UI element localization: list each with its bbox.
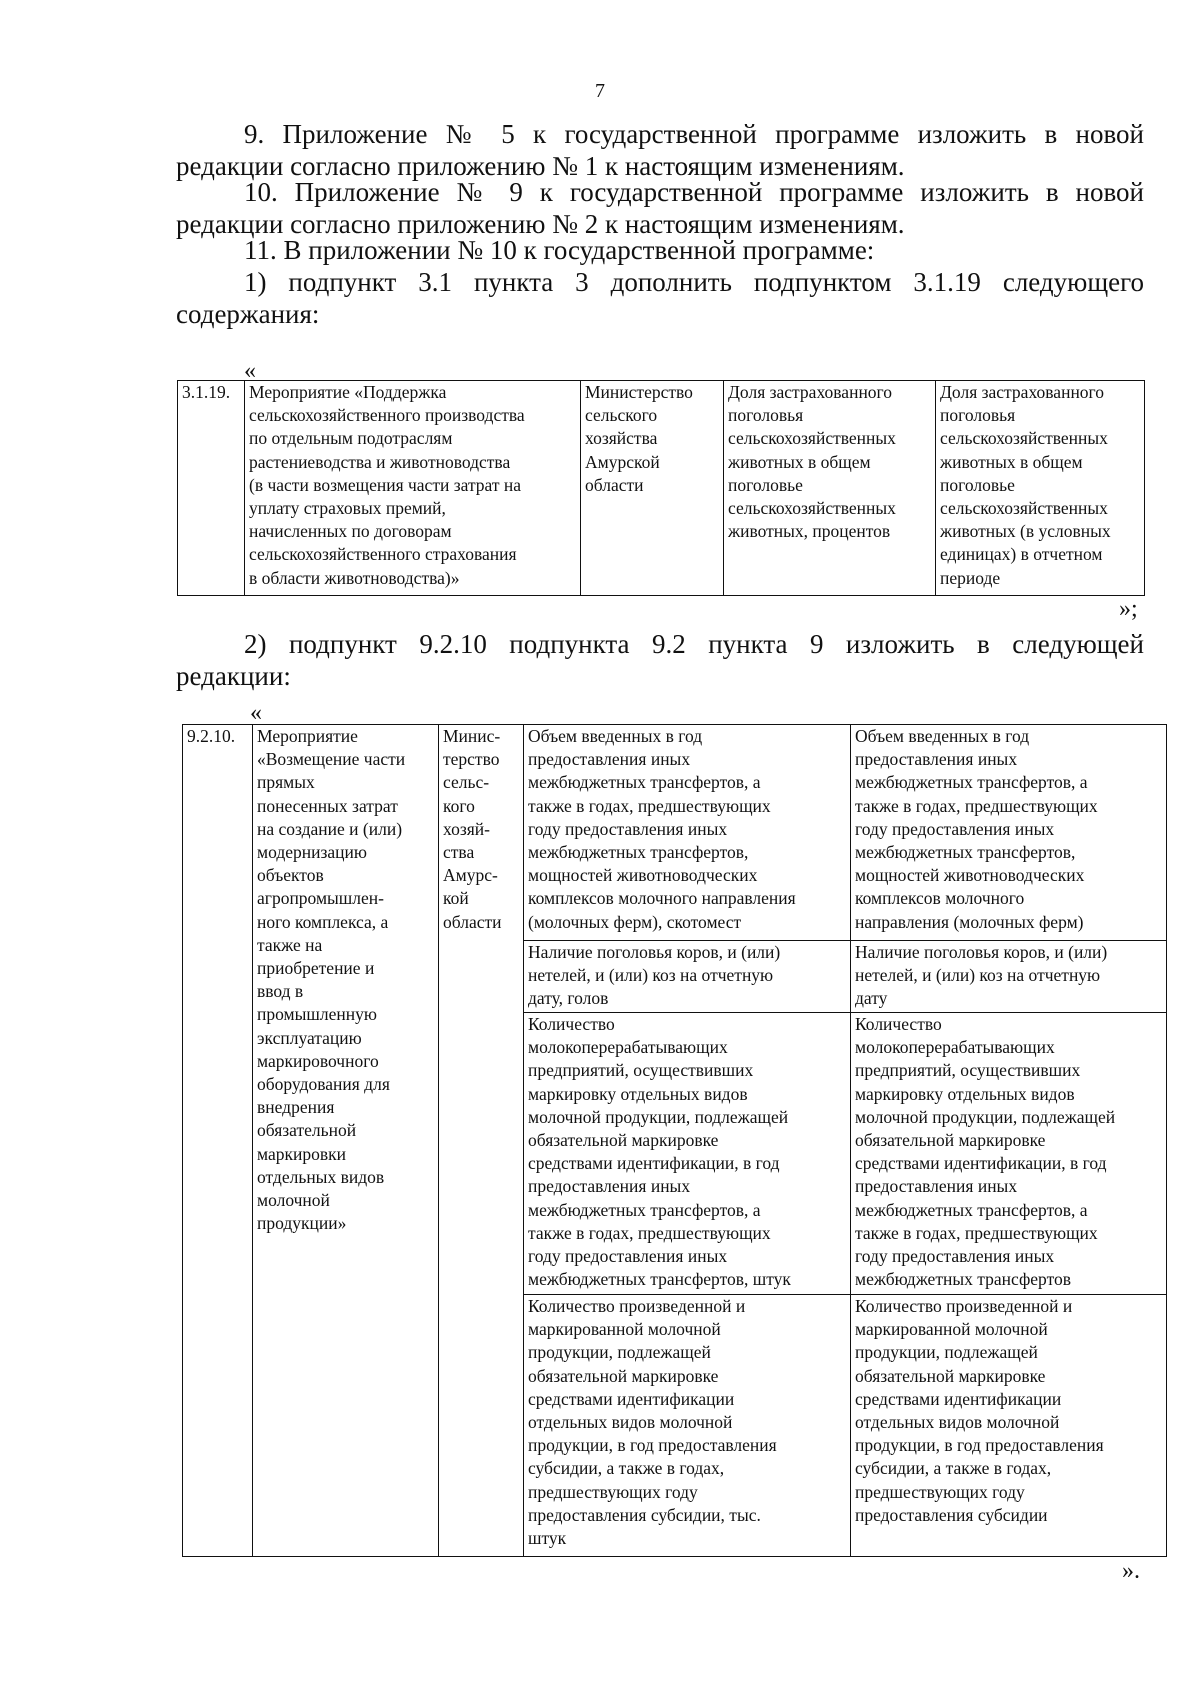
cell-text-line: предприятий, осуществивших: [855, 1060, 1081, 1081]
cell-text-line: году предоставления иных: [855, 818, 1055, 839]
cell-text-line: Объем введенных в год: [855, 726, 1030, 746]
cell-text-line: поголовья: [728, 405, 804, 426]
cell-text-line: межбюджетных трансфертов, а: [528, 772, 761, 793]
cell-text-line: продукции, в год предоставления: [855, 1435, 1104, 1456]
cell-text-line: поголовье: [728, 474, 803, 495]
cell-text-line: также на: [257, 934, 323, 955]
cell-text-line: предоставления иных: [855, 749, 1018, 770]
cell-text-line: Мероприятие «Поддержка: [249, 382, 447, 402]
indicator-cell: [936, 381, 1145, 596]
indicator-cell: [524, 941, 851, 1013]
cell-text-line: сельского: [585, 405, 658, 426]
cell-text-line: сельскохозяйственного производства: [249, 405, 525, 426]
cell-text-line: уплату страховых премий,: [249, 498, 446, 519]
cell-text-line: дату: [855, 988, 888, 1009]
cell-text-line: предприятий, осуществивших: [528, 1060, 754, 1081]
cell-text-line: молочной продукции, подлежащей: [855, 1106, 1116, 1127]
indicator-cell: [524, 1295, 851, 1557]
cell-text-line: животных (в условных: [940, 521, 1111, 542]
item-number-cell: [178, 381, 245, 596]
subparagraph-1-line: содержания:: [176, 299, 320, 329]
cell-text-line: обязательной маркировке: [855, 1365, 1046, 1386]
cell-text-line: межбюджетных трансфертов, штук: [528, 1269, 791, 1290]
cell-text-line: на создание и (или): [257, 818, 403, 839]
item-number-cell: [183, 725, 253, 1557]
paragraph-9-line: 9. Приложение № 5 к государственной программе изложить в новой: [244, 119, 1144, 149]
cell-text-line: предоставления иных: [528, 749, 691, 770]
cell-text-line: маркированной молочной: [855, 1319, 1048, 1340]
table-subitem-3-1-19: [177, 380, 1145, 596]
cell-text-line: в области животноводства)»: [249, 567, 460, 588]
subparagraph-2-line: редакции:: [176, 661, 291, 691]
cell-text-line: объектов: [257, 865, 324, 886]
paragraph-9-line: редакции согласно приложению № 1 к настоящим изменениям.: [176, 151, 905, 181]
cell-text-line: сельскохозяйственных: [728, 428, 896, 449]
indicator-cell: [524, 1013, 851, 1295]
cell-text-line: сельскохозяйственных: [728, 498, 896, 519]
cell-text-line: продукции, в год предоставления: [528, 1435, 777, 1456]
cell-text-line: субсидии, а также в годах,: [855, 1458, 1052, 1479]
cell-text-line: ввод в: [257, 981, 304, 1002]
cell-text-line: субсидии, а также в годах,: [528, 1458, 725, 1479]
cell-text-line: году предоставления иных: [528, 818, 728, 839]
paragraph-9: [176, 118, 1144, 182]
subparagraph-2-line: 2) подпункт 9.2.10 подпункта 9.2 пункта 9 изложить в следующей: [244, 629, 1144, 659]
cell-text-line: агропромышлен-: [257, 888, 384, 909]
cell-text-line: отдельных видов молочной: [528, 1412, 733, 1433]
cell-text-line: маркировки: [257, 1143, 346, 1164]
cell-text-line: кой: [443, 888, 469, 909]
table-subitem-9-2-10: [182, 724, 1167, 1557]
cell-text-line: Доля застрахованного: [728, 382, 893, 402]
cell-text-line: предшествующих году: [855, 1481, 1025, 1502]
cell-text-line: понесенных затрат: [257, 795, 398, 816]
cell-text-line: межбюджетных трансфертов,: [855, 842, 1076, 863]
cell-text-line: терство: [443, 749, 500, 770]
paragraph-10-line: редакции согласно приложению № 2 к настоящим изменениям.: [176, 209, 905, 239]
cell-text-line: молокоперерабатывающих: [528, 1037, 728, 1058]
cell-text-line: поголовья: [940, 405, 1016, 426]
cell-text-line: Мероприятие: [257, 726, 358, 746]
cell-text-line: Количество: [528, 1014, 615, 1034]
cell-text-line: также в годах, предшествующих: [528, 1222, 771, 1243]
cell-text-line: хозяй-: [443, 818, 490, 839]
ministry-cell: [439, 725, 524, 1557]
cell-text-line: маркированной молочной: [528, 1319, 721, 1340]
closing-quote-2: ».: [1122, 1558, 1140, 1584]
cell-text-line: модернизацию: [257, 842, 367, 863]
cell-text-line: оборудования для: [257, 1074, 390, 1095]
cell-text-line: отдельных видов молочной: [855, 1412, 1060, 1433]
cell-text-line: ства: [443, 842, 475, 863]
indicator-cell: [724, 381, 936, 596]
cell-text-line: по отдельным подотраслям: [249, 428, 453, 449]
cell-text-line: комплексов молочного: [855, 888, 1025, 909]
cell-text-line: отдельных видов: [257, 1166, 385, 1187]
cell-text-line: продукции»: [257, 1213, 347, 1234]
cell-text-line: (в части возмещения части затрат на: [249, 474, 522, 495]
opening-quote-1: «: [244, 358, 256, 384]
paragraph-11-line: 11. В приложении № 10 к государственной программе:: [244, 235, 875, 265]
table-row: [183, 725, 1167, 941]
cell-text-line: году предоставления иных: [528, 1246, 728, 1267]
cell-text-line: предоставления иных: [528, 1176, 691, 1197]
indicator-cell: [851, 1295, 1167, 1557]
cell-text-line: периоде: [940, 567, 1001, 588]
cell-text-line: также в годах, предшествующих: [528, 795, 771, 816]
cell-text-line: начисленных по договорам: [249, 521, 452, 542]
cell-text-line: молочной продукции, подлежащей: [528, 1106, 789, 1127]
cell-text-line: Минис-: [443, 726, 501, 746]
cell-text-line: сельскохозяйственных: [940, 428, 1108, 449]
paragraph-11: [176, 234, 1144, 266]
cell-text-line: (молочных ферм), скотомест: [528, 911, 742, 932]
cell-text-line: маркировку отдельных видов: [528, 1083, 748, 1104]
cell-text-line: промышленную: [257, 1004, 377, 1025]
cell-text-line: Амурской: [585, 451, 660, 472]
cell-text-line: молокоперерабатывающих: [855, 1037, 1055, 1058]
indicator-cell: [524, 725, 851, 941]
indicator-cell: [851, 725, 1167, 941]
cell-text-line: средствами идентификации, в год: [855, 1153, 1107, 1174]
cell-text-line: обязательной маркировке: [855, 1130, 1046, 1151]
cell-text-line: направления (молочных ферм): [855, 911, 1084, 932]
cell-text-line: поголовье: [940, 474, 1015, 495]
cell-text-line: 9.2.10.: [187, 726, 236, 746]
cell-text-line: животных, процентов: [728, 521, 891, 542]
cell-text-line: приобретение и: [257, 958, 375, 979]
cell-text-line: Количество произведенной и: [855, 1296, 1073, 1316]
closing-quote-1: »;: [1119, 596, 1138, 622]
cell-text-line: Наличие поголовья коров, и (или): [855, 942, 1108, 962]
cell-text-line: году предоставления иных: [855, 1246, 1055, 1267]
event-cell: [253, 725, 439, 1557]
cell-text-line: маркировочного: [257, 1050, 379, 1071]
cell-text-line: Амурс-: [443, 865, 498, 886]
opening-quote-2: «: [250, 700, 262, 726]
cell-text-line: Количество произведенной и: [528, 1296, 746, 1316]
cell-text-line: продукции, подлежащей: [528, 1342, 711, 1363]
cell-text-line: межбюджетных трансфертов, а: [855, 1199, 1088, 1220]
cell-text-line: эксплуатацию: [257, 1027, 362, 1048]
cell-text-line: средствами идентификации: [528, 1388, 735, 1409]
cell-text-line: предоставления субсидии: [855, 1504, 1048, 1525]
cell-text-line: сельскохозяйственного страхования: [249, 544, 517, 565]
cell-text-line: средствами идентификации, в год: [528, 1153, 780, 1174]
event-cell: [245, 381, 581, 596]
cell-text-line: предоставления субсидии, тыс.: [528, 1504, 761, 1525]
cell-text-line: межбюджетных трансфертов, а: [528, 1199, 761, 1220]
cell-text-line: маркировку отдельных видов: [855, 1083, 1075, 1104]
cell-text-line: «Возмещение части: [257, 749, 406, 770]
cell-text-line: межбюджетных трансфертов: [855, 1269, 1071, 1290]
cell-text-line: обязательной маркировке: [528, 1130, 719, 1151]
cell-text-line: Доля застрахованного: [940, 382, 1105, 402]
cell-text-line: области: [585, 474, 644, 495]
cell-text-line: Объем введенных в год: [528, 726, 703, 746]
cell-text-line: обязательной: [257, 1120, 357, 1141]
cell-text-line: хозяйства: [585, 428, 658, 449]
cell-text-line: мощностей животноводческих: [855, 865, 1085, 886]
cell-text-line: мощностей животноводческих: [528, 865, 758, 886]
cell-text-line: ного комплекса, а: [257, 911, 389, 932]
cell-text-line: обязательной маркировке: [528, 1365, 719, 1386]
table-row: [178, 381, 1145, 596]
cell-text-line: продукции, подлежащей: [855, 1342, 1038, 1363]
cell-text-line: штук: [528, 1528, 567, 1549]
page-number: 7: [595, 80, 605, 102]
cell-text-line: растениеводства и животноводства: [249, 451, 511, 472]
indicator-cell: [851, 1013, 1167, 1295]
paragraph-10-line: 10. Приложение № 9 к государственной программе изложить в новой: [244, 177, 1144, 207]
cell-text-line: также в годах, предшествующих: [855, 795, 1098, 816]
cell-text-line: средствами идентификации: [855, 1388, 1062, 1409]
cell-text-line: Наличие поголовья коров, и (или): [528, 942, 781, 962]
subparagraph-1-line: 1) подпункт 3.1 пункта 3 дополнить подпунктом 3.1.19 следующего: [244, 267, 1144, 297]
cell-text-line: межбюджетных трансфертов,: [528, 842, 749, 863]
indicator-cell: [851, 941, 1167, 1013]
cell-text-line: животных в общем: [940, 451, 1083, 472]
cell-text-line: прямых: [257, 772, 315, 793]
subparagraph-2: [176, 628, 1144, 692]
paragraph-10: [176, 176, 1144, 240]
cell-text-line: дату, голов: [528, 988, 609, 1009]
cell-text-line: кого: [443, 795, 475, 816]
cell-text-line: Количество: [855, 1014, 942, 1034]
cell-text-line: нетелей, и (или) коз на отчетную: [528, 965, 774, 986]
cell-text-line: предшествующих году: [528, 1481, 698, 1502]
cell-text-line: сельс-: [443, 772, 490, 793]
cell-text-line: единицах) в отчетном: [940, 544, 1103, 565]
cell-text-line: области: [443, 911, 502, 932]
ministry-cell: [581, 381, 724, 596]
cell-text-line: внедрения: [257, 1097, 335, 1118]
cell-text-line: комплексов молочного направления: [528, 888, 796, 909]
cell-text-line: 3.1.19.: [182, 382, 231, 402]
cell-text-line: нетелей, и (или) коз на отчетную: [855, 965, 1101, 986]
cell-text-line: межбюджетных трансфертов, а: [855, 772, 1088, 793]
cell-text-line: молочной: [257, 1190, 330, 1211]
cell-text-line: предоставления иных: [855, 1176, 1018, 1197]
cell-text-line: сельскохозяйственных: [940, 498, 1108, 519]
cell-text-line: животных в общем: [728, 451, 871, 472]
subparagraph-1: [176, 266, 1144, 330]
cell-text-line: также в годах, предшествующих: [855, 1222, 1098, 1243]
cell-text-line: Министерство: [585, 382, 693, 402]
